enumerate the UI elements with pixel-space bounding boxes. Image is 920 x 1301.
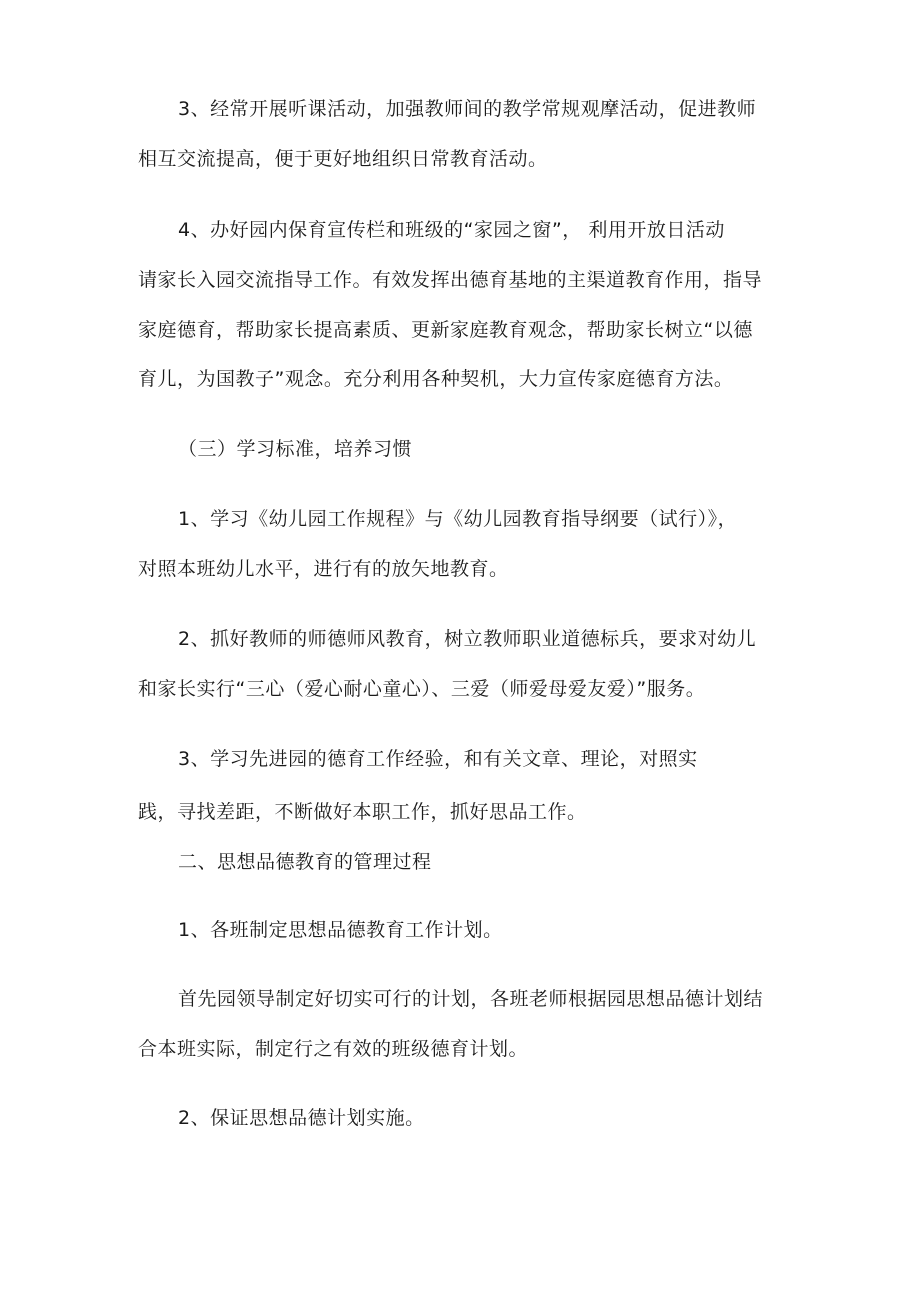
paragraph-line: 4、办好园内保育宣传栏和班级的“家园之窗”， 利用开放日活动 xyxy=(178,219,725,241)
paragraph-line: 和家长实行“三心（爱心耐心童心）、三爱（师爱母爱友爱）”服务。 xyxy=(138,678,706,700)
paragraph-line: 合本班实际，制定行之有效的班级德育计划。 xyxy=(138,1038,529,1060)
paragraph-line: 2、保证思想品德计划实施。 xyxy=(178,1107,425,1129)
section-heading: （三）学习标准，培养习惯 xyxy=(178,438,413,460)
paragraph-line: 相互交流提高，便于更好地组织日常教育活动。 xyxy=(138,148,548,170)
section-heading: 二、思想品德教育的管理过程 xyxy=(178,851,432,873)
paragraph-line: 对照本班幼儿水平，进行有的放矢地教育。 xyxy=(138,558,509,580)
paragraph-line: 首先园领导制定好切实可行的计划，各班老师根据园思想品德计划结 xyxy=(178,988,764,1010)
paragraph-line: 育儿，为国教子”观念。充分利用各种契机，大力宣传家庭德育方法。 xyxy=(138,368,734,390)
paragraph-line: 2、抓好教师的师德师风教育，树立教师职业道德标兵，要求对幼儿 xyxy=(178,628,757,650)
paragraph-line: 1、各班制定思想品德教育工作计划。 xyxy=(178,919,503,941)
paragraph-line: 家庭德育，帮助家长提高素质、更新家庭教育观念，帮助家长树立“以德 xyxy=(138,319,753,341)
paragraph-line: 请家长入园交流指导工作。有效发挥出德育基地的主渠道教育作用，指导 xyxy=(138,269,763,291)
paragraph-line: 3、学习先进园的德育工作经验，和有关文章、理论，对照实 xyxy=(178,748,698,770)
paragraph-line: 1、学习《幼儿园工作规程》与《幼儿园教育指导纲要（试行）》， xyxy=(178,508,738,530)
paragraph-line: 3、经常开展听课活动，加强教师间的教学常规观摩活动，促进教师 xyxy=(178,98,757,120)
paragraph-line: 践，寻找差距，不断做好本职工作，抓好思品工作。 xyxy=(138,801,587,823)
